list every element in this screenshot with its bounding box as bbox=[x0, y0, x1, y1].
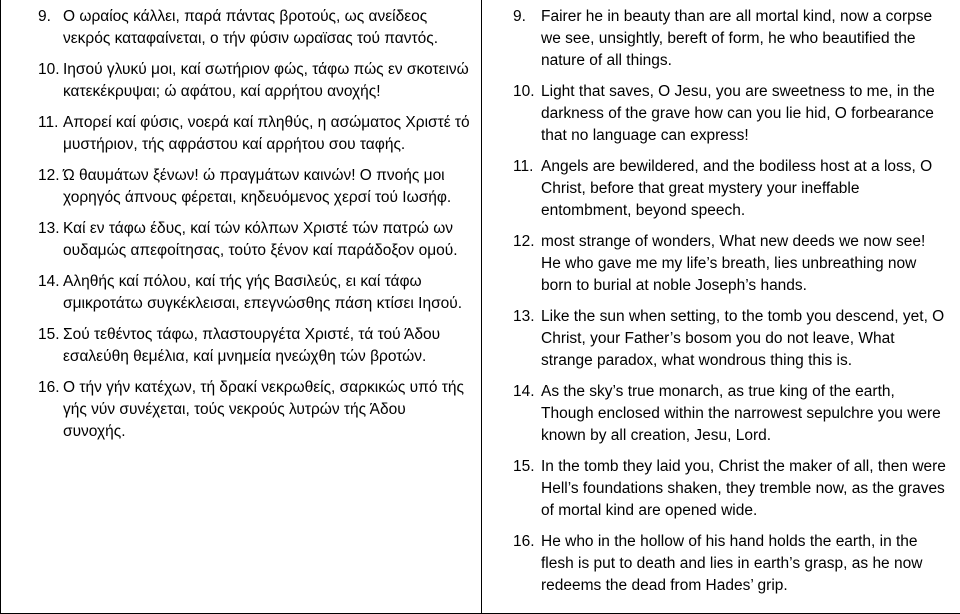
english-verse-15 bbox=[0, 456, 960, 522]
verse-number: 16. bbox=[513, 533, 535, 550]
verse-number: 16. bbox=[38, 379, 60, 396]
verse-text: Angels are bewildered, and the bodiless host at a loss, O Christ, before that great mystery your ineffable entombment, beyond speech. bbox=[541, 158, 933, 219]
verse-number: 9. bbox=[38, 8, 51, 25]
english-verse-13 bbox=[0, 306, 960, 372]
verse-text: Ο ωραίος κάλλει, παρά πάντας βροτούς, ως ανείδεος νεκρός καταφαίνεται, ο τήν φύσιν ωραϊσας τού παντός. bbox=[63, 8, 439, 47]
english-verse-10 bbox=[0, 81, 960, 147]
verse-number: 15. bbox=[38, 326, 60, 343]
verse-text: Ο τήν γήν κατέχων, τή δρακί νεκρωθείς, σαρκικώς υπό τής γής νύν συνέχεται, τούς νεκρούς λυτρών τής Άδου συνοχής. bbox=[63, 379, 464, 440]
verse-text: most strange of wonders, What new deeds we now see! He who gave me my life’s breath, lies unbreathing now born to burial at noble Joseph’s hands. bbox=[541, 233, 926, 294]
verse-text: Απορεί καί φύσις, νοερά καί πληθύς, η ασώματος Χριστέ τό μυστήριον, τής αφράστου καί αρρήτου σου ταφής. bbox=[63, 114, 470, 153]
english-verse-12 bbox=[0, 231, 960, 297]
verse-number: 14. bbox=[38, 273, 60, 290]
verse-text: In the tomb they laid you, Christ the maker of all, then were Hell’s foundations shaken, they tremble now, as the graves of mortal kind are opened wide. bbox=[541, 458, 946, 519]
english-verse-16 bbox=[0, 531, 960, 597]
verse-number: 10. bbox=[513, 83, 535, 100]
verse-number: 13. bbox=[513, 308, 535, 325]
english-verse-11 bbox=[0, 156, 960, 222]
english-verses bbox=[0, 6, 960, 597]
verse-text: Ώ θαυμάτων ξένων! ώ πραγμάτων καινών! Ο πνοής μοι χορηγός άπνους φέρεται, κηδευόμενος χερσί τού Ιωσήφ. bbox=[63, 167, 452, 206]
verse-text: As the sky’s true monarch, as true king of the earth, Though enclosed within the narrowest sepulchre you were known by all creation, Jesu, Lord. bbox=[541, 383, 941, 444]
verse-number: 11. bbox=[38, 114, 59, 131]
verse-number: 12. bbox=[513, 233, 535, 250]
verse-text: Fairer he in beauty than are all mortal kind, now a corpse we see, unsightly, bereft of form, he who beautified the nature of all things. bbox=[541, 8, 933, 69]
english-verse-14 bbox=[0, 381, 960, 447]
verse-text: Like the sun when setting, to the tomb you descend, yet, O Christ, your Father’s bosom you do not leave, What strange paradox, what wondrous thing this is. bbox=[541, 308, 945, 369]
verse-number: 12. bbox=[38, 167, 60, 184]
verse-text: Ιησού γλυκύ μοι, καί σωτήριον φώς, τάφω πώς εν σκοτεινώ κατεκέκρυψαι; ώ αφάτου, καί αρρήτου ανοχής! bbox=[63, 61, 469, 100]
verse-number: 14. bbox=[513, 383, 535, 400]
verse-number: 13. bbox=[38, 220, 60, 237]
verse-text: Καί εν τάφω έδυς, καί τών κόλπων Χριστέ τών πατρώ ων ουδαμώς απεφοίτησας, τούτο ξένον καί παράδοξον ομού. bbox=[63, 220, 458, 259]
verse-number: 9. bbox=[513, 8, 526, 25]
verse-number: 15. bbox=[513, 458, 535, 475]
verse-text: Αληθής καί πόλου, καί τής γής Βασιλεύς, ει καί τάφω σμικροτάτω συγκέκλεισαι, επεγνώσθης πάση κτίσει Ιησού. bbox=[63, 273, 463, 312]
english-verse-9 bbox=[0, 6, 960, 72]
verse-text: Light that saves, O Jesu, you are sweetness to me, in the darkness of the grave how can you lie hid, O forbearance that no language can express! bbox=[541, 83, 935, 144]
verse-number: 10. bbox=[38, 61, 60, 78]
verse-number: 11. bbox=[513, 158, 534, 175]
verse-text: He who in the hollow of his hand holds the earth, in the flesh is put to death and lies in earth’s grasp, as he now redeems the dead from Hades’ grip. bbox=[541, 533, 923, 594]
verse-text: Σού τεθέντος τάφω, πλαστουργέτα Χριστέ, τά τού Άδου εσαλεύθη θεμέλια, καί μνημεία ηνεώχθη τών βροτών. bbox=[63, 326, 441, 365]
